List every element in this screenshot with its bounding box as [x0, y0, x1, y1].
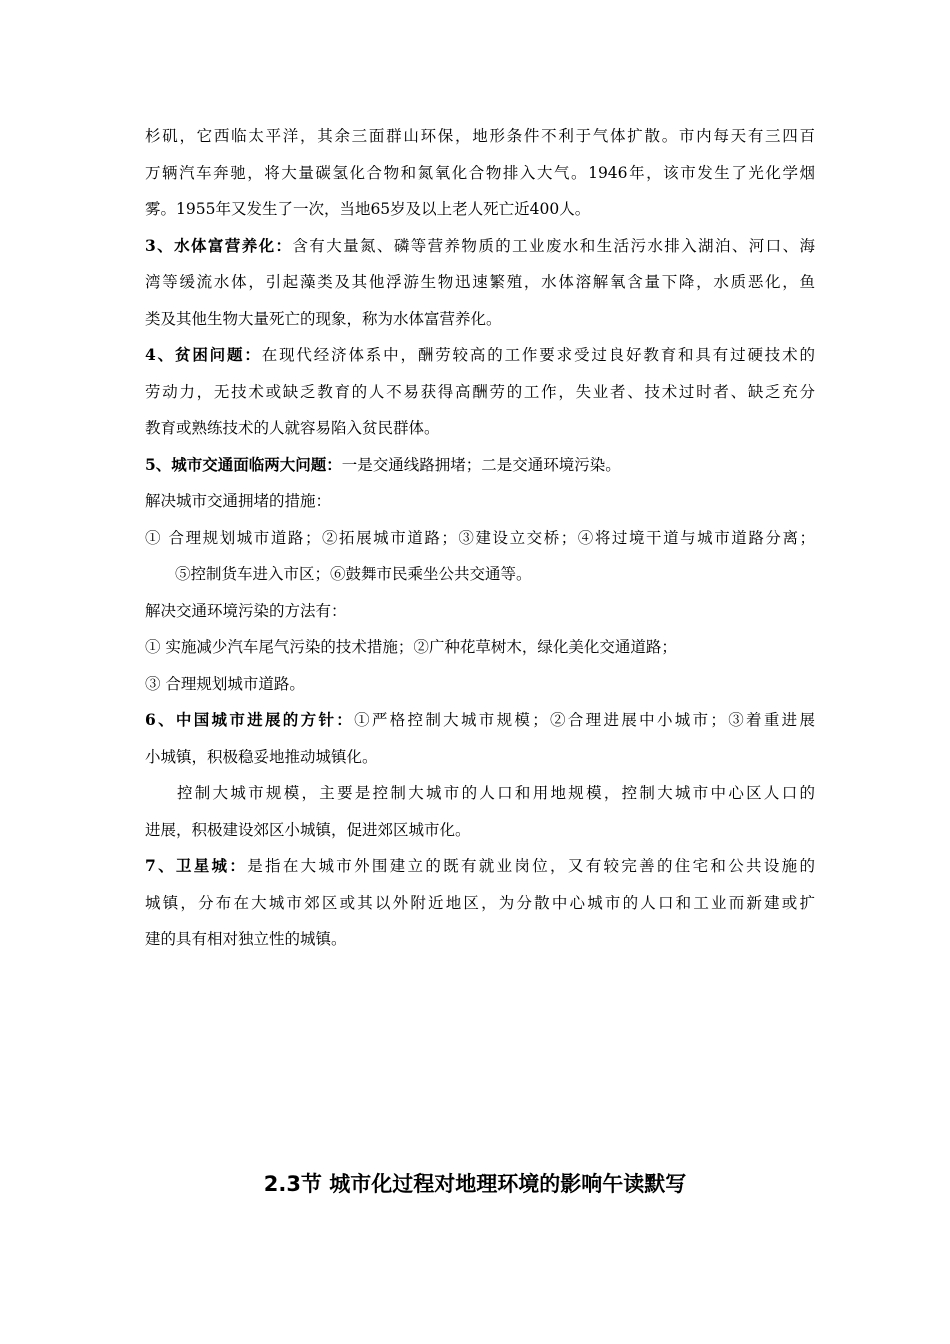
subheading: 解决交通环境污染的方法有： [145, 601, 347, 620]
section-6-line [145, 702, 815, 739]
section-4-heading: 4、贫困问题： [145, 345, 262, 364]
section-6-text: ①严格控制大城市规模；②合理进展中小城市；③着重进展 [354, 711, 815, 729]
paragraph-line: 劳动力，无技术或缺乏教育的人不易获得高酬劳的工作，失业者、技术过时者、缺乏充分 [145, 382, 815, 401]
section-5-heading: 5、城市交通面临两大问题： [145, 454, 342, 474]
section-3-line [145, 228, 815, 265]
section-6-heading: 6、中国城市进展的方针： [145, 710, 355, 729]
section-7-heading: 7、卫星城： [145, 856, 248, 875]
section-3-text: 含有大量氮、磷等营养物质的工业废水和生活污水排入湖泊、河口、海 [292, 236, 815, 255]
section-5-line [145, 447, 815, 484]
list-item: ① 实施减少汽车尾气污染的技术措施；②广种花草树木，绿化美化交通道路； [145, 638, 677, 656]
list-item: ③ 合理规划城市道路。 [145, 674, 305, 693]
paragraph-line: 教育或熟练技术的人就容易陷入贫民群体。 [145, 419, 440, 437]
paragraph-line: 进展，积极建设郊区小城镇，促进郊区城市化。 [145, 820, 471, 839]
paragraph-line: 雾。1955年又发生了一次，当地65岁及以上老人死亡近400人。 [145, 200, 591, 218]
section-7-line [145, 848, 815, 885]
subheading: 解决城市交通拥堵的措施： [145, 492, 332, 510]
paragraph-line: 类及其他生物大量死亡的现象，称为水体富营养化。 [145, 309, 502, 328]
section-7-text: 是指在大城市外围建立的既有就业岗位，又有较完善的住宅和公共设施的 [247, 857, 815, 875]
paragraph-line: 控制大城市规模，主要是控制大城市的人口和用地规模，控制大城市中心区人口的 [177, 784, 815, 802]
paragraph-line: 小城镇，积极稳妥地推动城镇化。 [145, 747, 378, 766]
paragraph-line: 杉矶，它西临太平洋，其余三面群山环保，地形条件不利于气体扩散。市内每天有三四百 [145, 127, 815, 145]
section-title: 2.3节 城市化过程对地理环境的影响午读默写 [263, 1172, 687, 1196]
document-body [145, 118, 815, 958]
list-item: ① 合理规划城市道路；②拓展城市道路；③建设立交桥；④将过境干道与城市道路分离； [145, 528, 815, 547]
section-4-line [145, 337, 815, 374]
paragraph-line: 城镇，分布在大城市郊区或其以外附近地区，为分散中心城市的人口和工业而新建或扩 [145, 893, 815, 912]
section-4-text: 在现代经济体系中，酬劳较高的工作要求受过良好教育和具有过硬技术的 [261, 346, 815, 364]
paragraph-line: 湾等缓流水体，引起藻类及其他浮游生物迅速繁殖，水体溶解氧含量下降，水质恶化，鱼 [145, 273, 815, 291]
list-item: ⑤控制货车进入市区；⑥鼓舞市民乘坐公共交通等。 [175, 565, 532, 583]
section-5-text: 一是交通线路拥堵；二是交通环境污染。 [341, 455, 621, 474]
paragraph-line: 万辆汽车奔驰，将大量碳氢化合物和氮氧化合物排入大气。1946年，该市发生了光化学烟 [145, 163, 815, 182]
paragraph-line: 建的具有相对独立性的城镇。 [145, 930, 347, 948]
section-3-heading: 3、水体富营养化： [145, 235, 293, 255]
